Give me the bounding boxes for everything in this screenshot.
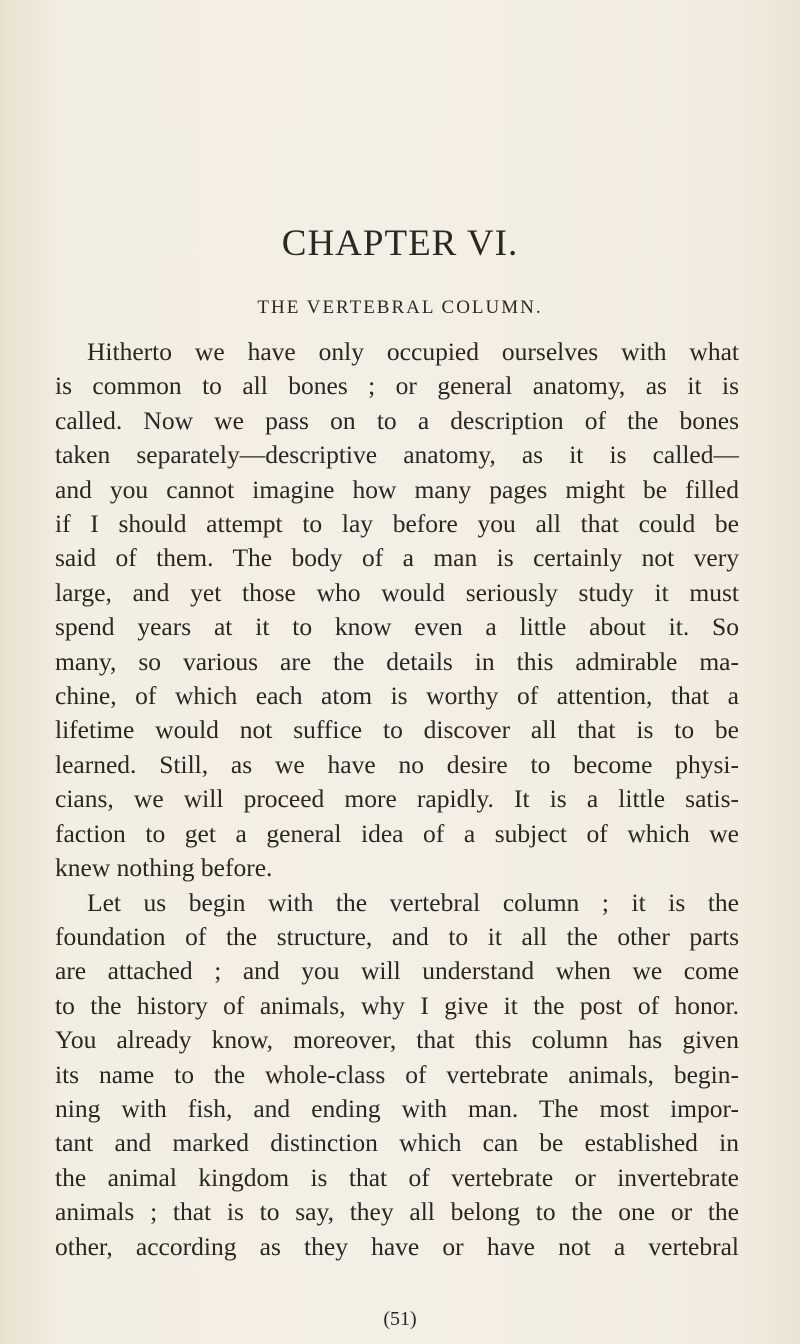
text-line: is common to all bones ; or general anatomy, as it is	[55, 371, 739, 401]
text-line: other, according as they have or have not a vertebral	[55, 1231, 739, 1261]
body-text	[55, 335, 739, 1264]
text-line: are attached ; and you will understand when we come	[55, 956, 739, 986]
text-line: its name to the whole-class of vertebrate animals, begin-	[55, 1059, 739, 1089]
page-number: (51)	[383, 1308, 417, 1330]
text-line: and you cannot imagine how many pages might be filled	[55, 474, 739, 504]
text-line: chine, of which each atom is worthy of attention, that a	[55, 681, 739, 711]
text-line: animals ; that is to say, they all belong to the one or the	[55, 1197, 739, 1227]
text-line: many, so various are the details in this admirable ma-	[55, 646, 739, 676]
text-line: foundation of the structure, and to it all the other parts	[55, 921, 739, 951]
text-line: Let us begin with the vertebral column ; it is the	[87, 887, 739, 917]
text-line: spend years at it to know even a little about it. So	[55, 612, 739, 642]
text-line: learned. Still, as we have no desire to become physi-	[55, 749, 739, 779]
text-line: Hitherto we have only occupied ourselves with what	[87, 337, 739, 366]
text-line: You already know, moreover, that this column has given	[55, 1025, 739, 1055]
text-line: tant and marked distinction which can be established in	[55, 1128, 739, 1158]
text-line: called. Now we pass on to a description of the bones	[55, 405, 739, 435]
text-line: the animal kingdom is that of vertebrate or invertebrate	[55, 1162, 739, 1192]
text-line: said of them. The body of a man is certainly not very	[55, 543, 739, 573]
text-line: to the history of animals, why I give it the post of honor.	[55, 990, 739, 1020]
text-line: cians, we will proceed more rapidly. It is a little satis-	[55, 784, 739, 814]
text-line: ning with fish, and ending with man. The most impor-	[55, 1093, 739, 1123]
text-line: faction to get a general idea of a subject of which we	[55, 818, 739, 848]
text-line: lifetime would not suffice to discover all that is to be	[55, 715, 739, 745]
text-line: if I should attempt to lay before you all that could be	[55, 509, 739, 539]
text-line: taken separately—descriptive anatomy, as it is called—	[55, 440, 739, 470]
text-line: knew nothing before.	[55, 853, 273, 883]
text-line: large, and yet those who would seriously study it must	[55, 577, 739, 607]
chapter-heading: CHAPTER VI.	[281, 223, 519, 264]
section-title: THE VERTEBRAL COLUMN.	[257, 297, 543, 318]
